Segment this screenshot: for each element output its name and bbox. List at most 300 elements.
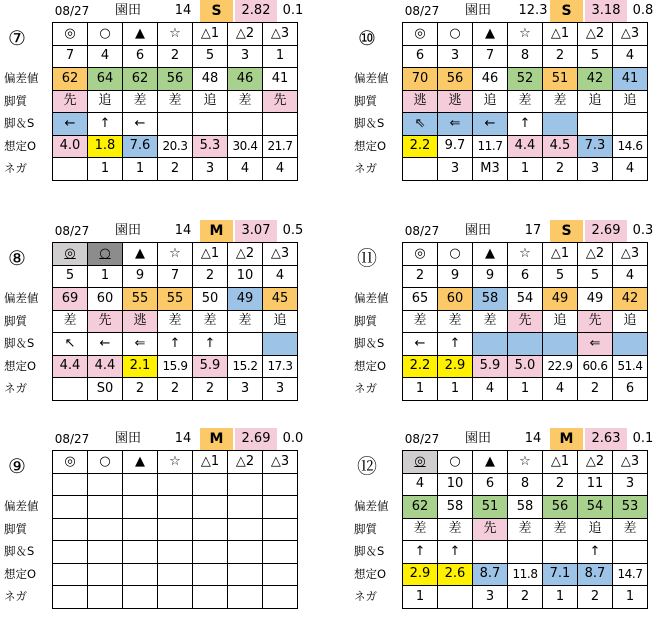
table-cell (473, 355, 508, 378)
mark-cell (473, 23, 508, 46)
row-label: 脚＆S (354, 336, 385, 350)
cell-text: 追 (588, 521, 602, 537)
mark-cell (403, 23, 438, 46)
rating-delta: 0.8 (632, 3, 654, 18)
table-cell (53, 518, 88, 541)
cell-text: 8.7 (479, 566, 501, 582)
race-block (350, 220, 660, 428)
cell-text: 差 (203, 313, 217, 329)
table-cell (578, 310, 613, 333)
cell-text: 差 (448, 521, 462, 537)
cell-text: 46 (236, 70, 254, 86)
pick-table (402, 242, 648, 401)
pick-table (52, 22, 298, 181)
cell-text: 56 (446, 70, 464, 86)
cell-text: ▲ (485, 453, 495, 469)
cell-text: 17.3 (267, 359, 293, 374)
race-date: 08/27 (404, 432, 440, 446)
mark-cell (508, 243, 543, 266)
table-cell (508, 541, 543, 564)
table-cell (158, 45, 193, 68)
cell-text: ↖ (64, 335, 76, 351)
table-cell (123, 473, 158, 496)
row-label: ネガ (354, 589, 377, 603)
table-cell (123, 496, 158, 519)
data-row (403, 135, 648, 158)
cell-text: 64 (96, 70, 114, 86)
cell-text: 5.0 (514, 358, 536, 374)
table-cell (403, 158, 438, 181)
mark-cell (193, 23, 228, 46)
data-row (403, 310, 648, 333)
table-cell (473, 45, 508, 68)
mark-cell (508, 451, 543, 474)
cell-text: 差 (413, 313, 427, 329)
cell-text: 51 (551, 70, 569, 86)
race-date: 08/27 (54, 4, 90, 18)
table-cell (508, 563, 543, 586)
table-cell (578, 265, 613, 288)
table-cell (228, 90, 263, 113)
table-cell (228, 45, 263, 68)
cell-text: 追 (623, 93, 637, 109)
cell-text: 1 (555, 588, 565, 604)
table-cell (158, 473, 193, 496)
table-cell (473, 563, 508, 586)
table-cell (473, 288, 508, 311)
cell-text: 60 (96, 290, 114, 306)
cell-text: 2 (590, 380, 600, 396)
mark-cell (88, 243, 123, 266)
table-cell (473, 586, 508, 609)
mark-cell (473, 243, 508, 266)
table-cell (123, 586, 158, 609)
table-cell (88, 473, 123, 496)
cell-text: 差 (413, 521, 427, 537)
cell-text: 4 (275, 160, 285, 176)
table-cell (88, 68, 123, 91)
cell-text: 3 (450, 160, 460, 176)
cell-text: 2.6 (444, 566, 466, 582)
data-row (403, 473, 648, 496)
table-cell (543, 158, 578, 181)
table-cell (88, 355, 123, 378)
cell-text: ↑ (449, 543, 461, 559)
table-cell (228, 68, 263, 91)
cell-text: 51.4 (617, 359, 643, 374)
cell-text: 2 (520, 588, 530, 604)
table-cell (263, 68, 298, 91)
table-cell (403, 333, 438, 356)
table-cell (438, 541, 473, 564)
cell-text: 42 (621, 290, 639, 306)
mark-cell (88, 23, 123, 46)
cell-text: ← (134, 115, 146, 131)
data-row (53, 45, 298, 68)
table-cell (193, 90, 228, 113)
table-cell (123, 378, 158, 401)
table-cell (578, 68, 613, 91)
row-label: 偏差値 (4, 291, 39, 305)
table-cell (158, 378, 193, 401)
cell-text: ▲ (135, 453, 145, 469)
table-cell (53, 113, 88, 136)
cell-text: 4.0 (59, 138, 81, 154)
cell-text: 先 (273, 93, 287, 109)
cell-text: ○ (449, 453, 461, 469)
cell-text: △2 (585, 453, 605, 469)
course-type-badge: S (200, 0, 233, 22)
race-date: 08/27 (54, 224, 90, 238)
table-cell (88, 496, 123, 519)
data-row (403, 265, 648, 288)
cell-text: 21.7 (267, 139, 293, 154)
table-cell (578, 113, 613, 136)
table-cell (543, 265, 578, 288)
cell-text: 58 (481, 290, 499, 306)
mark-cell (193, 243, 228, 266)
data-row (53, 541, 298, 564)
cell-text: 8 (520, 48, 530, 64)
table-cell (53, 563, 88, 586)
table-cell (263, 158, 298, 181)
cell-text: 差 (133, 93, 147, 109)
cell-text: ⇖ (414, 115, 426, 131)
cell-text: △3 (620, 245, 640, 261)
table-cell (438, 90, 473, 113)
data-row (53, 473, 298, 496)
cell-text: 14.7 (617, 567, 643, 582)
cell-text: 70 (411, 70, 429, 86)
table-cell (403, 518, 438, 541)
cell-text: 7.3 (584, 138, 606, 154)
cell-text: △3 (620, 453, 640, 469)
table-cell (508, 135, 543, 158)
table-cell (53, 473, 88, 496)
data-row (53, 310, 298, 333)
race-number: ⑩ (358, 26, 376, 50)
table-cell (473, 333, 508, 356)
race-header (350, 0, 656, 22)
table-cell (193, 333, 228, 356)
cell-text: △2 (235, 25, 255, 41)
table-cell (158, 90, 193, 113)
table-cell (578, 378, 613, 401)
cell-text: 2 (170, 160, 180, 176)
table-cell (158, 518, 193, 541)
table-cell (263, 378, 298, 401)
table-cell (578, 541, 613, 564)
table-cell (88, 158, 123, 181)
table-cell (578, 473, 613, 496)
table-cell (123, 333, 158, 356)
row-label: 偏差値 (354, 291, 389, 305)
cell-text: 追 (483, 93, 497, 109)
table-cell (473, 541, 508, 564)
mark-cell (123, 243, 158, 266)
table-cell (263, 563, 298, 586)
table-cell (613, 518, 648, 541)
table-cell (438, 563, 473, 586)
race-header (0, 220, 306, 242)
race-header (350, 428, 656, 450)
row-label: ネガ (4, 381, 27, 395)
cell-text: 3 (625, 476, 635, 492)
table-cell (508, 45, 543, 68)
table-cell (508, 378, 543, 401)
mark-row (403, 243, 648, 266)
cell-text: 5.9 (479, 358, 501, 374)
table-cell (123, 90, 158, 113)
table-cell (578, 135, 613, 158)
cell-text: 逃 (413, 93, 427, 109)
table-cell (88, 586, 123, 609)
cell-text: ▲ (485, 245, 495, 261)
table-cell (53, 45, 88, 68)
race-date: 08/27 (404, 4, 440, 18)
table-cell (88, 378, 123, 401)
cell-text: △3 (270, 25, 290, 41)
table-cell (578, 333, 613, 356)
table-cell (88, 518, 123, 541)
table-cell (123, 288, 158, 311)
course-type-badge: M (200, 220, 233, 242)
table-cell (438, 378, 473, 401)
cell-text: 差 (168, 93, 182, 109)
cell-text: 11 (586, 476, 604, 492)
cell-text: △2 (585, 25, 605, 41)
row-label: 脚＆S (4, 336, 35, 350)
rating-value: 2.63 (585, 428, 627, 450)
data-row (403, 496, 648, 519)
table-cell (228, 310, 263, 333)
table-cell (193, 473, 228, 496)
table-cell (88, 113, 123, 136)
race-date: 08/27 (404, 224, 440, 238)
cell-text: ☆ (519, 245, 531, 261)
row-label: 脚質 (4, 521, 27, 536)
table-cell (123, 355, 158, 378)
table-cell (543, 563, 578, 586)
table-cell (53, 158, 88, 181)
table-cell (228, 333, 263, 356)
cell-text: 62 (61, 70, 79, 86)
table-cell (543, 68, 578, 91)
race-number: ⑨ (8, 454, 26, 478)
cell-text: 7.6 (129, 138, 151, 154)
mark-cell (403, 243, 438, 266)
data-row (53, 518, 298, 541)
cell-text: 4 (625, 48, 635, 64)
table-cell (193, 496, 228, 519)
table-cell (263, 541, 298, 564)
table-cell (508, 158, 543, 181)
field-size: 12.3 (518, 3, 548, 18)
table-cell (438, 355, 473, 378)
row-label: 偏差値 (4, 499, 39, 513)
row-label: 偏差値 (4, 71, 39, 85)
row-label: 想定O (4, 358, 37, 373)
course-type-badge: M (550, 428, 583, 450)
table-cell (543, 113, 578, 136)
mark-cell (613, 243, 648, 266)
table-cell (508, 113, 543, 136)
row-label: 想定O (354, 358, 387, 373)
track-name: 園田 (114, 3, 141, 18)
cell-text: 差 (518, 521, 532, 537)
cell-text: 5.3 (199, 138, 221, 154)
table-cell (613, 473, 648, 496)
cell-text: 62 (131, 70, 149, 86)
table-cell (228, 473, 263, 496)
cell-text: △2 (235, 245, 255, 261)
table-cell (613, 496, 648, 519)
pick-table (402, 450, 648, 609)
cell-text: △3 (270, 245, 290, 261)
race-block (0, 0, 310, 208)
table-cell (228, 586, 263, 609)
cell-text: 58 (516, 498, 534, 514)
cell-text: 2 (170, 380, 180, 396)
table-cell (508, 310, 543, 333)
cell-text: 3 (450, 48, 460, 64)
table-cell (88, 90, 123, 113)
mark-cell (228, 23, 263, 46)
table-cell (473, 310, 508, 333)
table-cell (543, 310, 578, 333)
mark-cell (263, 23, 298, 46)
table-cell (438, 265, 473, 288)
table-cell (613, 135, 648, 158)
cell-text: 追 (98, 93, 112, 109)
course-type-badge: S (550, 0, 583, 22)
cell-text: ◎ (64, 453, 76, 469)
field-size: 14 (174, 3, 192, 18)
table-cell (263, 135, 298, 158)
mark-cell (228, 243, 263, 266)
table-cell (228, 541, 263, 564)
table-cell (158, 355, 193, 378)
table-cell (578, 288, 613, 311)
table-cell (473, 496, 508, 519)
mark-cell (403, 451, 438, 474)
table-cell (543, 496, 578, 519)
data-row (403, 333, 648, 356)
table-cell (193, 45, 228, 68)
table-cell (613, 355, 648, 378)
cell-text: 2.9 (409, 566, 431, 582)
cell-text: 49 (551, 290, 569, 306)
cell-text: 6 (135, 48, 145, 64)
data-row (403, 68, 648, 91)
cell-text: 2.2 (409, 358, 431, 374)
cell-text: 先 (483, 521, 497, 537)
table-cell (438, 310, 473, 333)
table-cell (123, 113, 158, 136)
rating-value: 3.18 (585, 0, 627, 22)
table-cell (578, 563, 613, 586)
table-cell (263, 113, 298, 136)
row-label: ネガ (354, 161, 377, 175)
cell-text: 先 (98, 313, 112, 329)
table-cell (263, 586, 298, 609)
cell-text: ☆ (169, 245, 181, 261)
mark-cell (158, 243, 193, 266)
table-cell (228, 496, 263, 519)
table-cell (438, 333, 473, 356)
cell-text: 差 (518, 93, 532, 109)
cell-text: △2 (585, 245, 605, 261)
data-row (403, 563, 648, 586)
table-cell (53, 90, 88, 113)
cell-text: 5.9 (199, 358, 221, 374)
cell-text: △1 (550, 25, 570, 41)
field-size: 17 (524, 223, 542, 238)
table-cell (53, 355, 88, 378)
table-cell (193, 288, 228, 311)
cell-text: 4 (275, 268, 285, 284)
race-number: ⑧ (8, 246, 26, 270)
table-cell (158, 135, 193, 158)
cell-text: ○ (449, 25, 461, 41)
cell-text: ↑ (519, 115, 531, 131)
cell-text: 51 (481, 498, 499, 514)
race-date: 08/27 (54, 432, 90, 446)
course-type-badge: S (550, 220, 583, 242)
table-cell (403, 135, 438, 158)
cell-text: ↑ (169, 335, 181, 351)
mark-cell (228, 451, 263, 474)
row-label: 脚＆S (354, 116, 385, 130)
table-cell (613, 265, 648, 288)
table-cell (508, 355, 543, 378)
rating-delta: 0.5 (282, 223, 304, 238)
cell-text: 41 (271, 70, 289, 86)
table-cell (193, 563, 228, 586)
table-cell (403, 496, 438, 519)
mark-cell (438, 23, 473, 46)
cell-text: 2 (555, 476, 565, 492)
table-cell (578, 586, 613, 609)
table-cell (193, 541, 228, 564)
data-row (403, 90, 648, 113)
data-row (53, 158, 298, 181)
mark-row (53, 451, 298, 474)
cell-text: 2 (415, 268, 425, 284)
table-cell (53, 496, 88, 519)
table-cell (88, 288, 123, 311)
cell-text: 3 (485, 588, 495, 604)
cell-text: 4.4 (94, 358, 116, 374)
rating-value: 2.69 (585, 220, 627, 242)
row-label: 想定O (4, 138, 37, 153)
table-cell (578, 518, 613, 541)
cell-text: ← (64, 115, 76, 131)
table-cell (508, 68, 543, 91)
cell-text: 2 (555, 48, 565, 64)
data-row (53, 68, 298, 91)
table-cell (228, 518, 263, 541)
table-cell (403, 378, 438, 401)
table-cell (123, 563, 158, 586)
mark-cell (158, 23, 193, 46)
table-cell (158, 158, 193, 181)
race-number: ⑦ (8, 26, 26, 50)
cell-text: M3 (480, 160, 500, 176)
cell-text: 差 (238, 313, 252, 329)
cell-text: 差 (168, 313, 182, 329)
table-cell (543, 333, 578, 356)
